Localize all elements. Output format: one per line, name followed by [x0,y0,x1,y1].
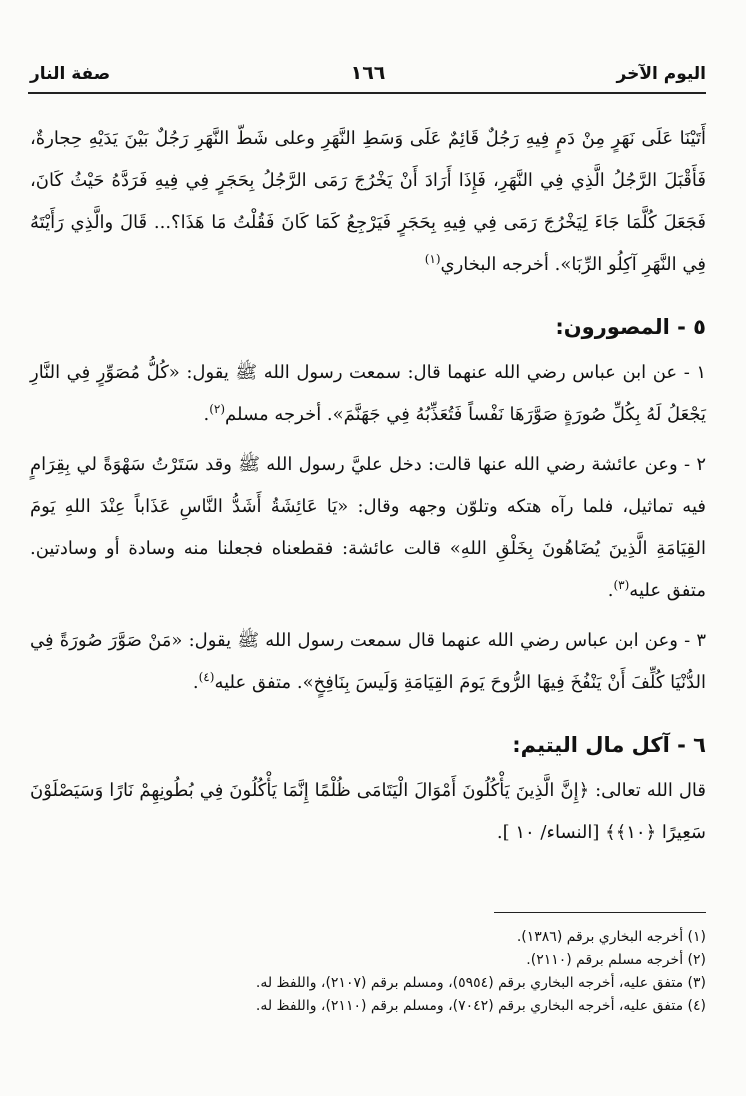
hadith-2-text: ٢ - وعن عائشة رضي الله عنها قالت: دخل عليَّ رسول الله ﷺ وقد سَتَرْتُ سَهْوَةً لي بِقِرَامٍ فيه تماثيل، فلما رآه هتكه وتلوّن وجهه وقال: «يَا عَائِشَةُ أَشَدُّ النَّاسِ عَذَاباً عِنْدَ اللهِ يَومَ القِيَامَةِ الَّذِينَ يُضَاهُونَ بِخَلْقِ اللهِ» قالت عائشة: فقطعناه فجعلنا منه وسادة أو وسادتين. متفق عليه [30,454,706,601]
section-heading-5: ٥ - المصورون: [555,315,706,339]
hadith-2-end: . [607,580,614,601]
hadith-3-text: ٣ - وعن ابن عباس رضي الله عنهما قال سمعت رسول الله ﷺ يقول: «مَنْ صَوَّرَ صُورَةً فِي الدُّنْيَا كُلِّفَ أَنْ يَنْفُخَ فِيهَا الرُّوحَ يَومَ القِيَامَةِ وَلَيسَ بِنَافِخٍ». متفق عليه [30,630,706,693]
footnote-ref-2: (٢) [209,402,226,416]
footnotes [30,926,706,1018]
page-number: ١٦٦ [350,62,386,84]
header-rule [28,92,706,94]
footnote-4: (٤) متفق عليه، أخرجه البخاري برقم (٧٠٤٢)، ومسلم برقم (٢١١٠)، واللفظ له. [255,998,706,1014]
hadith-quote: أَتَيْنَا عَلَى نَهَرٍ مِنْ دَمٍ فِيهِ رَجُلٌ قَائِمٌ عَلَى وَسَطِ النَّهَرِ وعلى شَطّ النَّهَرِ رَجُلٌ بَيْنَ يَدَيْهِ حِجارةٌ، فَأَقْبَلَ الرَّجُلُ الَّذِي فِي النَّهَرِ، فَإِذَا أَرَادَ أَنْ يَخْرُجَ رَمَى الرَّجُلُ بِحَجَرٍ فِي فِيهِ فَرَدَّهُ حَيْثُ كَانَ، فَجَعَلَ كُلَّمَا جَاءَ لِيَخْرُجَ رَمَى فِي فِيهِ بِحَجَرٍ فَيَرْجِعُ كَمَا كَانَ فَقُلْتُ مَا هَذَا؟... قَالَ والَّذِي رَأَيْتَهُ فِي النَّهَرِ آكِلُو الرِّبَا» [30,128,706,275]
header-chapter-title: صفة النار [30,64,111,84]
footnote-ref-3: (٣) [613,578,630,592]
hadith-1-text: ١ - عن ابن عباس رضي الله عنهما قال: سمعت رسول الله ﷺ يقول: «كُلُّ مُصَوِّرٍ فِي النَّارِ يَجْعَلُ لَهُ بِكُلِّ صُورَةٍ صَوَّرَهَا نَفْساً فَتُعَذِّبُهُ فِي جَهَنَّمَ». أخرجه مسلم [30,362,706,425]
footnote-rule [494,912,706,913]
hadith-1-end: . [203,404,210,425]
verse-reference: [النساء/ ١٠ ]. [496,822,606,843]
verse-text: قال الله تعالى: ﴿إِنَّ الَّذِينَ يَأْكُلُونَ أَمْوَالَ الْيَتَامَى ظُلْمًا إِنَّمَا يَأْكُلُونَ فِي بُطُونِهِمْ نَارًا وَسَيَصْلَوْنَ سَعِيرًا ﴿١٠﴾﴾ [30,780,706,843]
header-book-section: اليوم الآخر [616,64,706,84]
main-text [30,118,706,862]
footnote-ref-4: (٤) [198,670,215,684]
hadith-item-1 [30,352,706,436]
hadith-3-end: . [192,672,199,693]
hadith-continuation [30,118,706,286]
footnote-3: (٣) متفق عليه، أخرجه البخاري برقم (٥٩٥٤)، ومسلم برقم (٢١٠٧)، واللفظ له. [255,975,706,991]
page-header [30,64,706,90]
section-heading-6: ٦ - آكل مال اليتيم: [512,733,706,757]
hadith-item-2 [30,444,706,612]
hadith-item-3 [30,620,706,704]
footnote-2: (٢) أخرجه مسلم برقم (٢١١٠). [526,952,706,968]
footnote-1: (١) أخرجه البخاري برقم (١٣٨٦). [516,929,706,945]
quran-verse [30,770,706,854]
hadith-source: . أخرجه البخاري [440,254,561,275]
footnote-ref-1: (١) [424,252,441,266]
